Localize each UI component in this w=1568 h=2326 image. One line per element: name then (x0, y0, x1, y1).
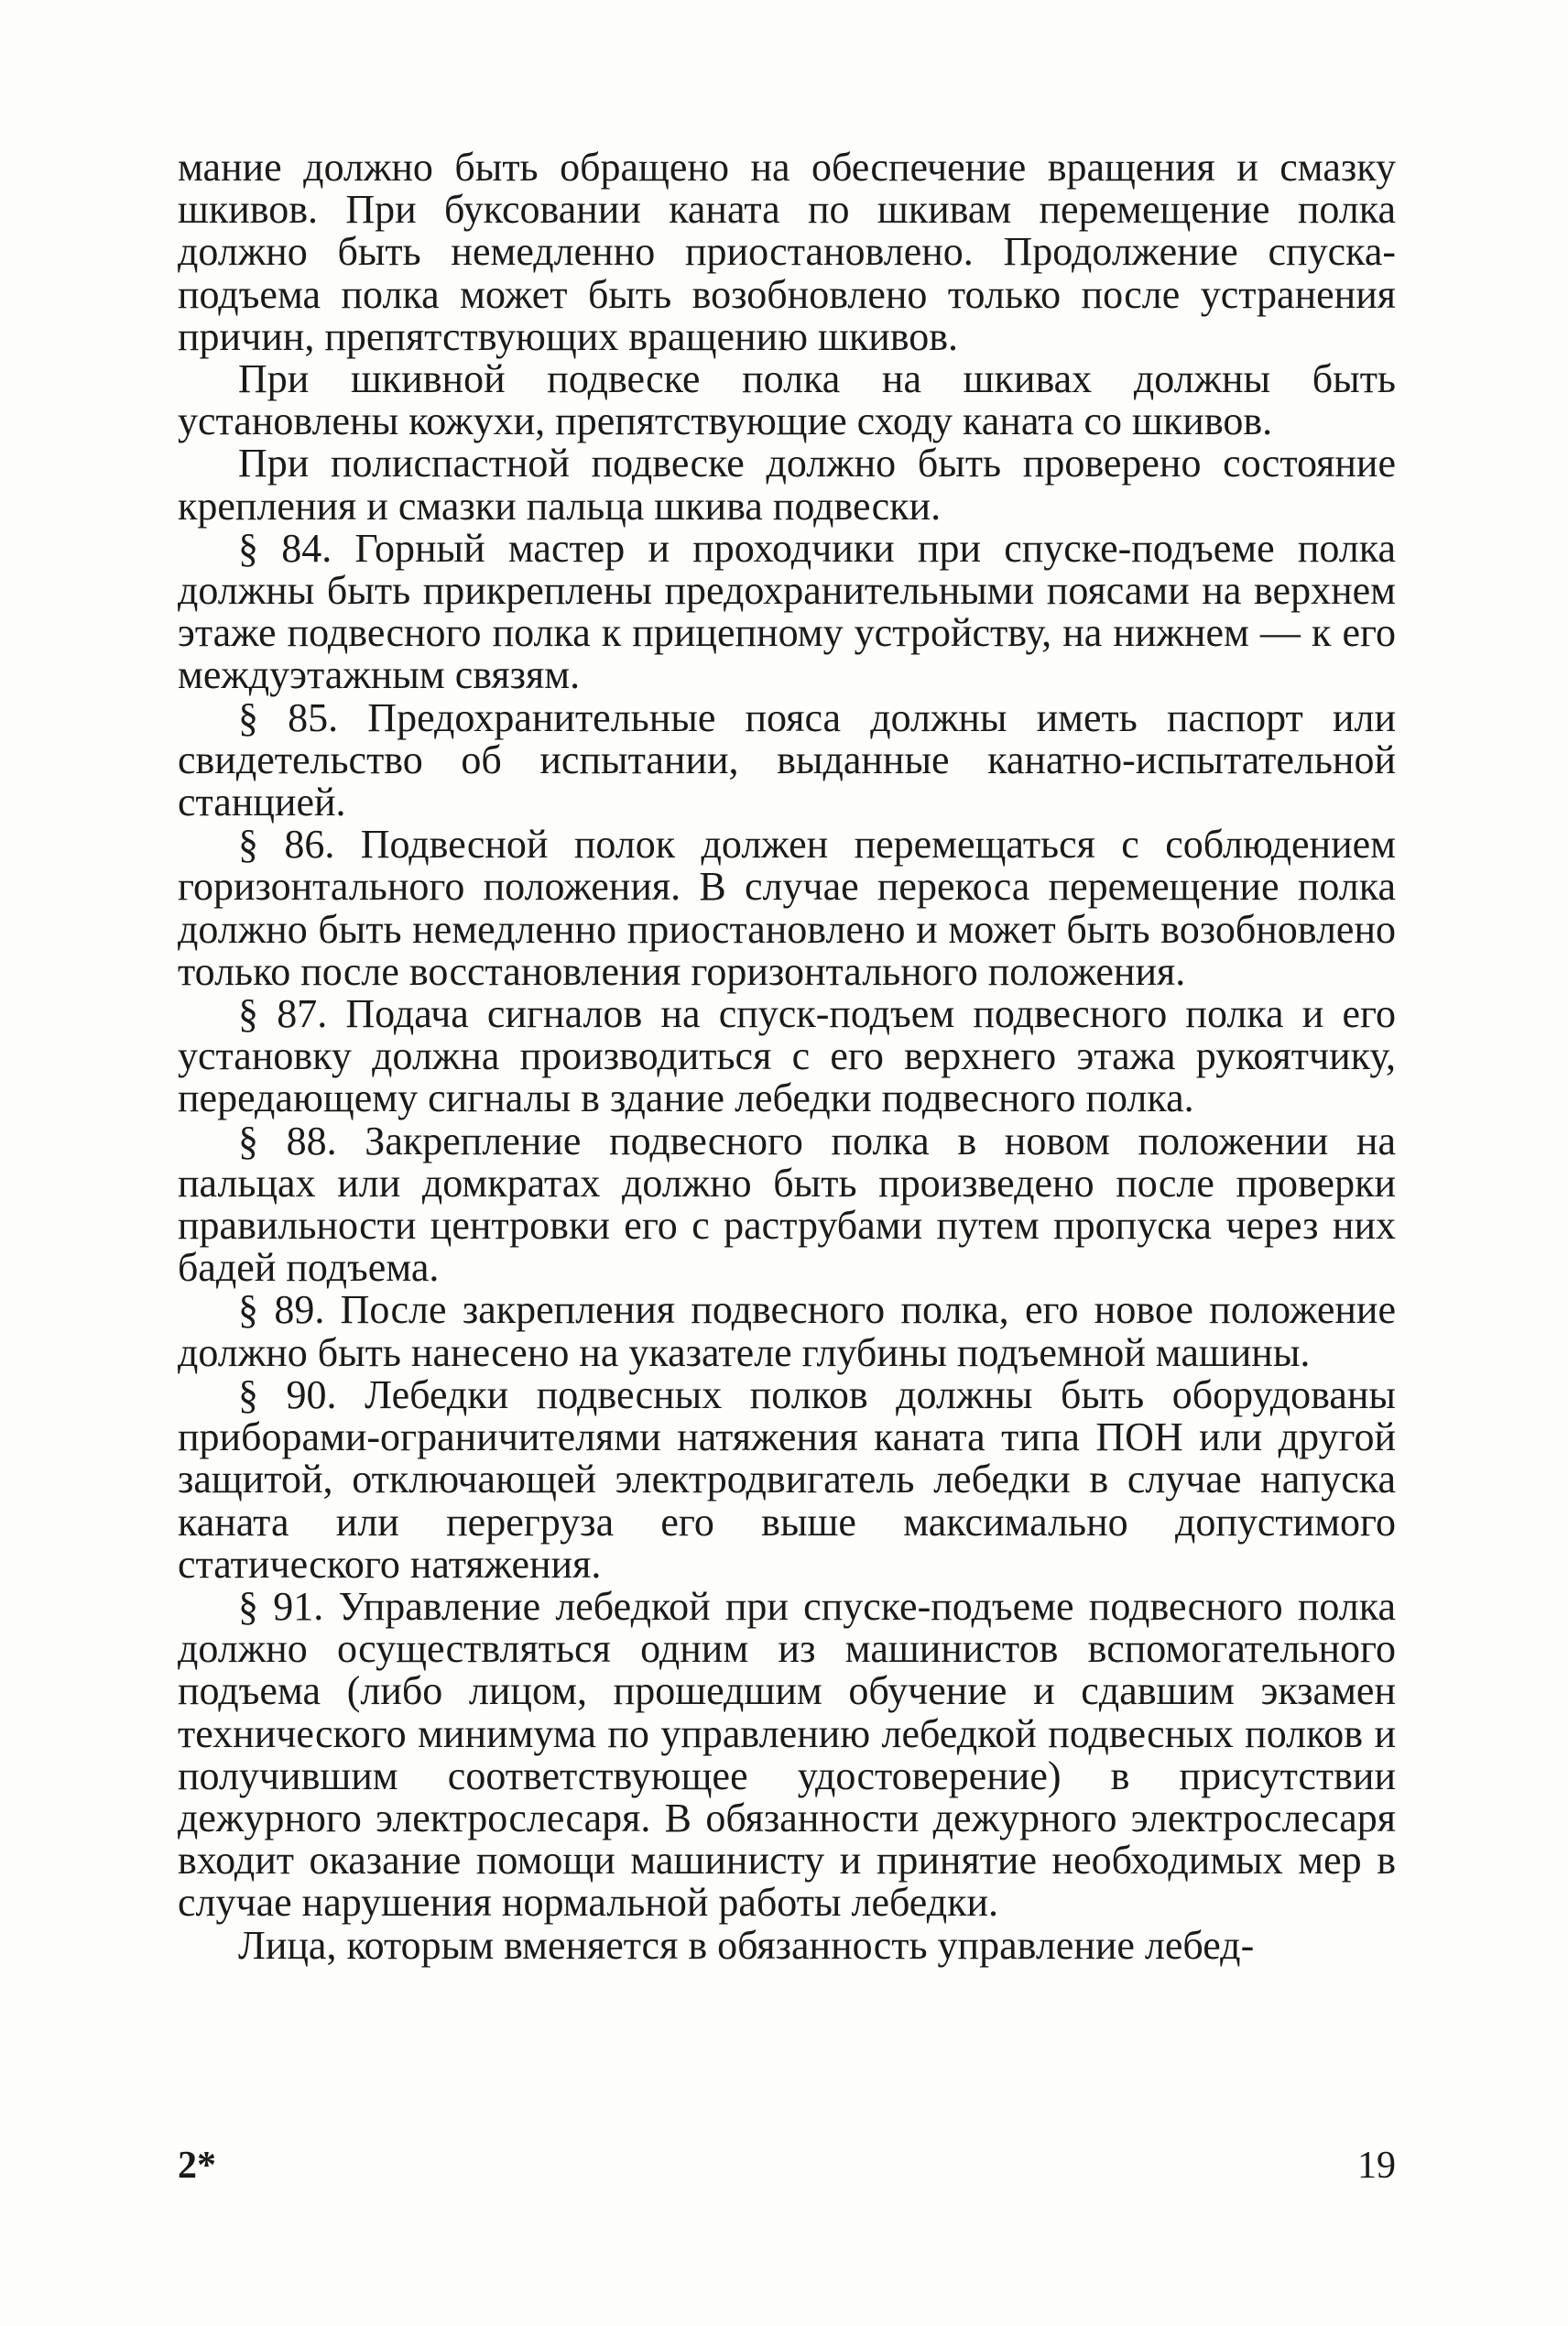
paragraph-section-91: § 91. Управление лебедкой при спуске-подъеме подвесного полка должно осуществляться одним из машинистов вспомогательного подъема (либо лицом, прошедшим обучение и сдавшим экзамен технического минимума по управлению лебедкой подвесных полков и получившим соответствующее удостоверение) в присутствии дежурного электрослесаря. В обязанности дежурного электрослесаря входит оказание помощи машинисту и принятие необходимых мер в случае нарушения нормальной работы лебедки. (178, 1583, 1396, 1926)
paragraph-section-86: § 86. Подвесной полок должен перемещаться с соблюдением горизонтального положения. В случае перекоса перемещение полка должно быть немедленно приостановлено и может быть возобновлено только после восстановления горизонтального положения. (178, 822, 1396, 994)
paragraph-section-90: § 90. Лебедки подвесных полков должны быть оборудованы приборами-ограничителями натяжения каната типа ПОН или другой защитой, отключающей электродвигатель лебедки в случае напуска каната или перегруза его выше максимально допустимого статического натяжения. (178, 1371, 1396, 1587)
page-number: 19 (1357, 2145, 1396, 2187)
paragraph-continuation: мание должно быть обращено на обеспечение вращения и смазку шкивов. При буксовании каната по шкивам перемещение полка должно быть немедленно приостановлено. Продолжение спуска-подъема полка может быть возобновлено только после устранения причин, препятствующих вращению шкивов. (178, 145, 1396, 359)
paragraph-section-85: § 85. Предохранительные пояса должны иметь паспорт или свидетельство об испытании, выданные канатно-испытательной станцией. (178, 694, 1396, 825)
paragraph-section-89: § 89. После закрепления подвесного полка, его новое положение должно быть нанесено на указателе глубины подъемной машины. (178, 1287, 1396, 1375)
page-footer (178, 2144, 1396, 2199)
paragraph-pulley-casing: При шкивной подвеске полка на шкивах должны быть установлены кожухи, препятствующие сходу каната со шкивов. (178, 356, 1396, 444)
signature-mark: 2* (178, 2145, 216, 2187)
paragraph-winch-operators: Лица, которым вменяется в обязанность управление лебед- (238, 1922, 1255, 1968)
paragraph-polyspast: При полиспастной подвеске должно быть проверено состояние крепления и смазки пальца шкива подвески. (178, 441, 1396, 529)
paragraph-section-84: § 84. Горный мастер и проходчики при спуске-подъеме полка должны быть прикреплены предохранительными поясами на верхнем этаже подвесного полка к прицепному устройству, на нижнем — к его междуэтажным связям. (178, 525, 1396, 698)
paragraph-section-88: § 88. Закрепление подвесного полка в новом положении на пальцах или домкратах должно быть произведено после проверки правильности центровки его с раструбами путем пропуска через них бадей подъема. (178, 1118, 1396, 1291)
body-text (178, 147, 1396, 1967)
paragraph-section-87: § 87. Подача сигналов на спуск-подъем подвесного полка и его установку должна производиться с его верхнего этажа рукоятчику, передающему сигналы в здание лебедки подвесного полка. (178, 991, 1396, 1121)
